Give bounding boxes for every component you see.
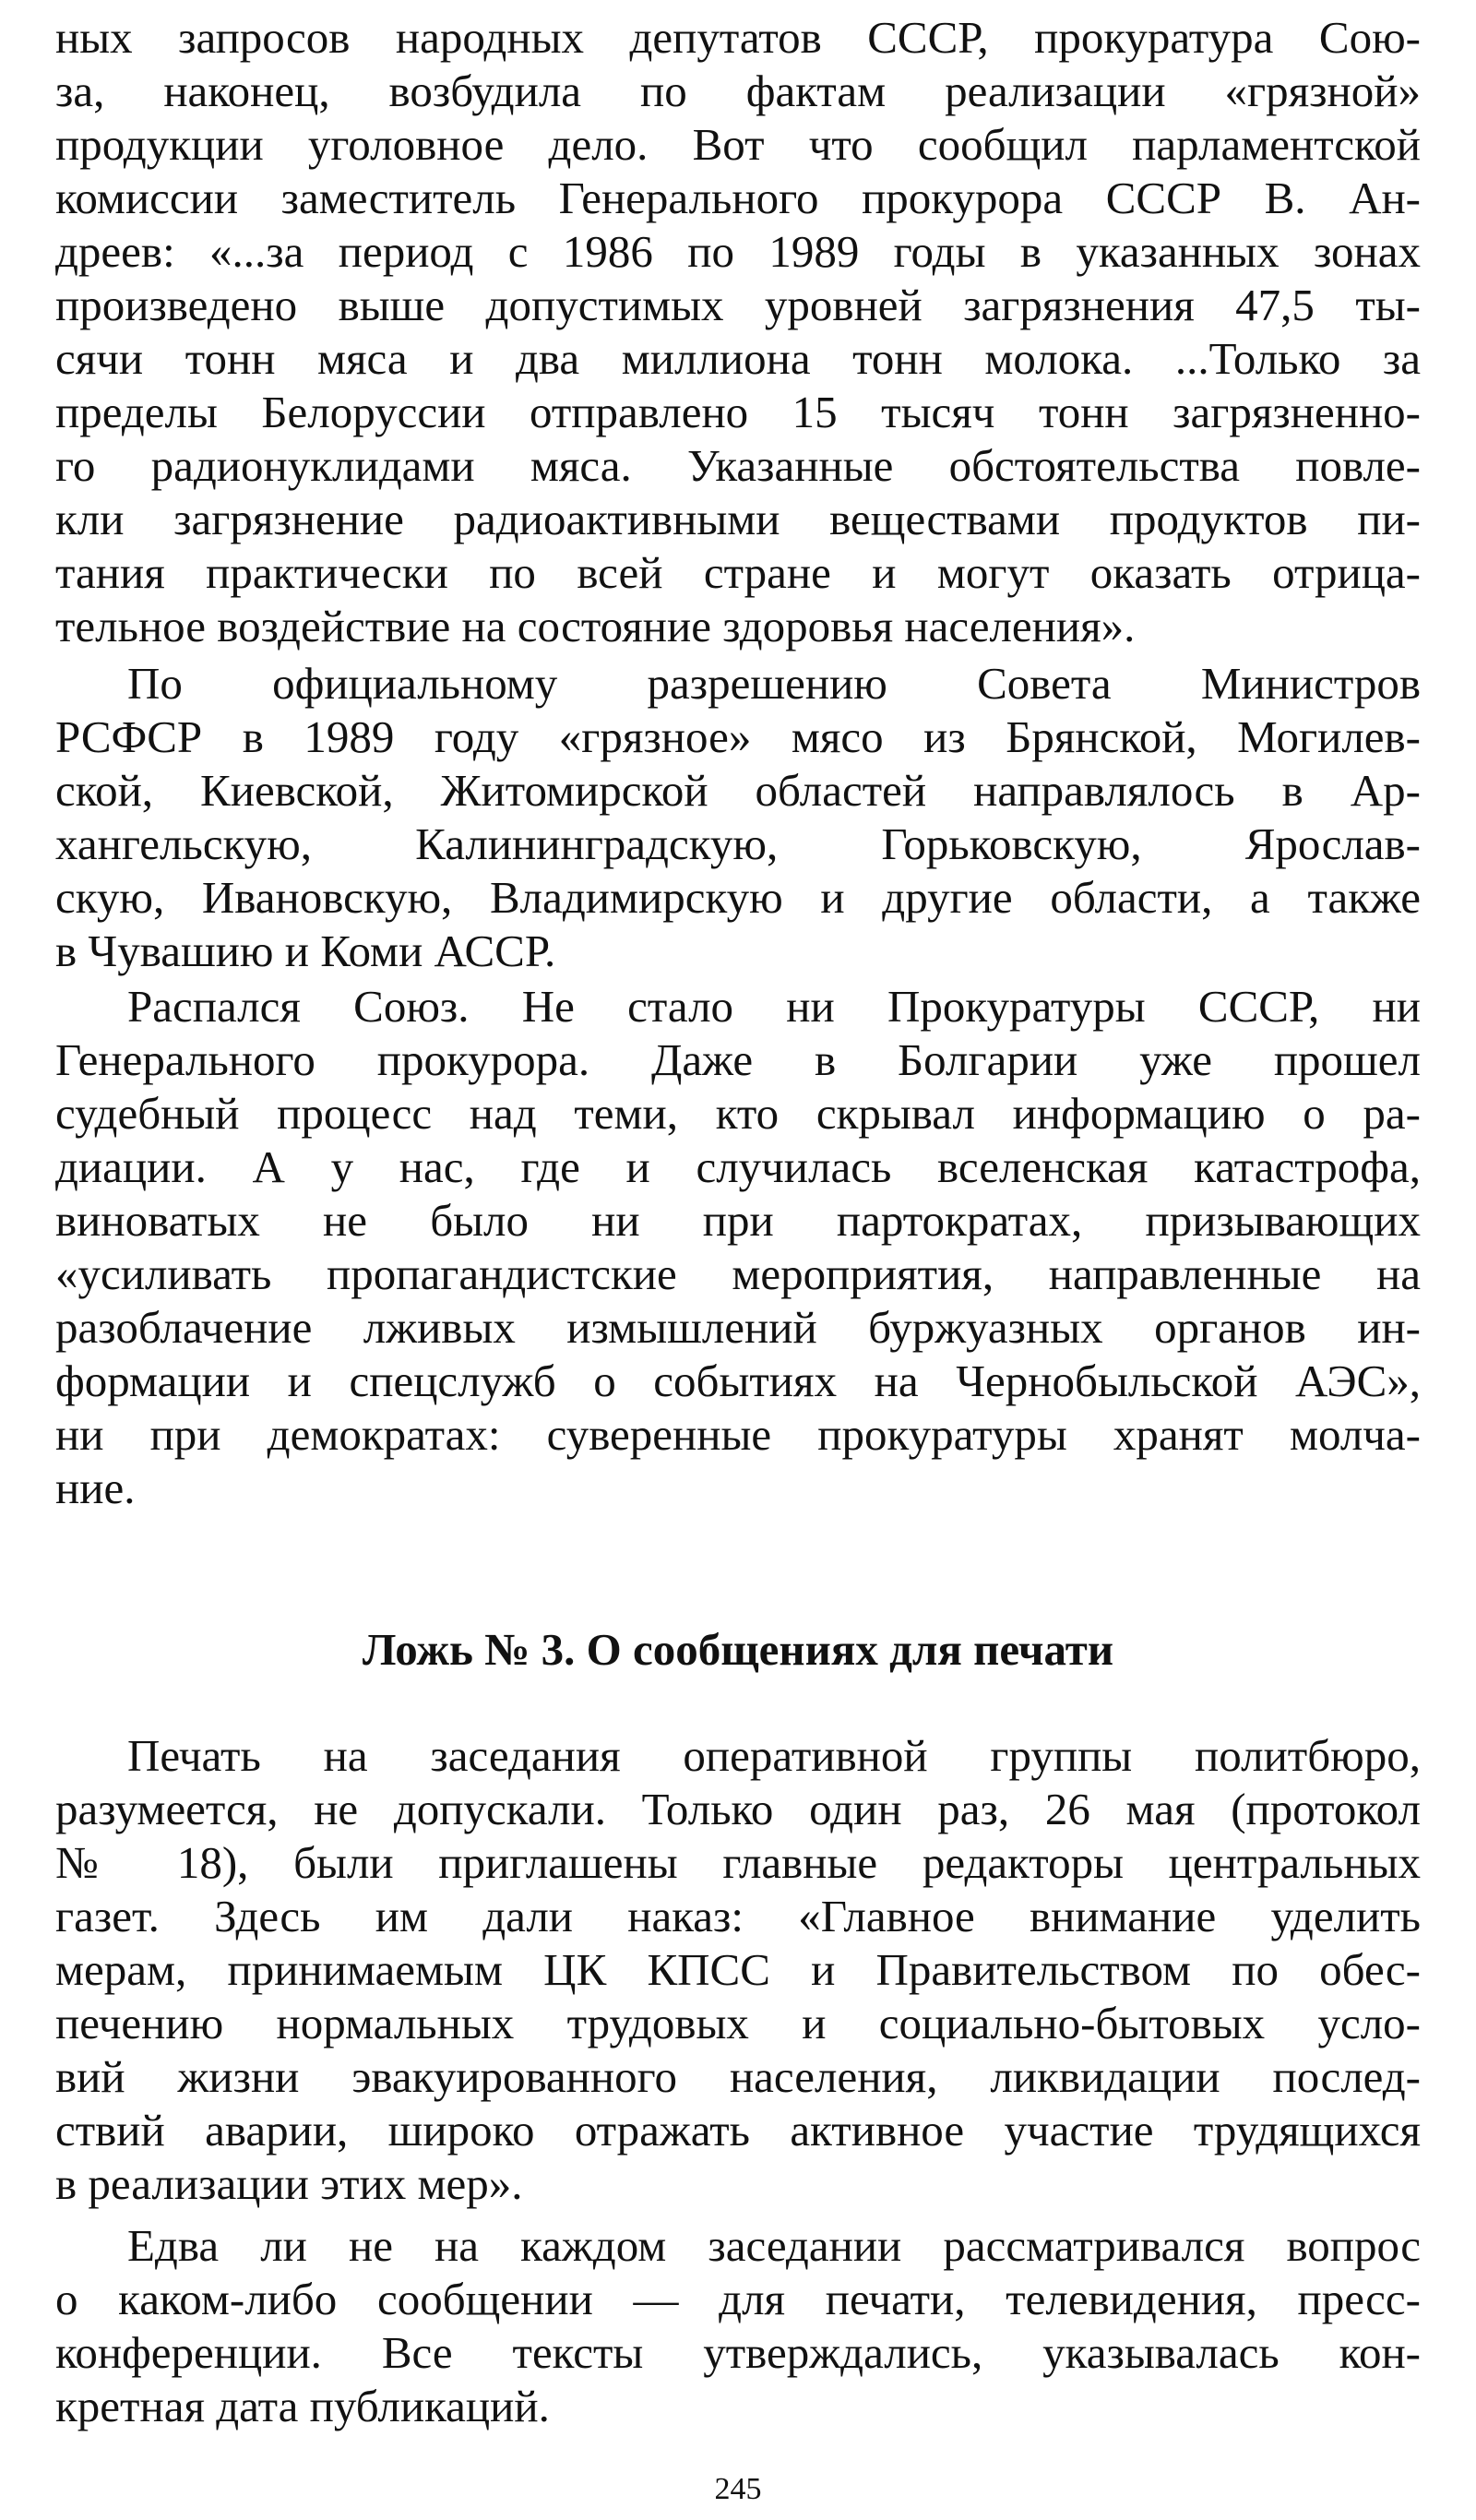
text-line: ской, Киевской, Житомирской областей направлялось в Ар- xyxy=(55,765,1421,816)
text-line: хангельскую, Калининградскую, Горьковскую, Ярослав- xyxy=(55,818,1421,869)
text-line: РСФСР в 1989 году «грязное» мясо из Брянской, Могилев- xyxy=(55,711,1421,762)
text-line: в Чувашию и Коми АССР. xyxy=(55,926,556,976)
text-line: Распался Союз. Не стало ни Прокуратуры СССР, ни xyxy=(127,981,1421,1032)
text-line: за, наконец, возбудила по фактам реализации «грязной» xyxy=(55,66,1421,116)
section-heading: Ложь № 3. О сообщениях для печати xyxy=(362,1624,1114,1675)
text-line: формации и спецслужб о событиях на Чернобыльской АЭС», xyxy=(55,1356,1421,1406)
text-line: газет. Здесь им дали наказ: «Главное внимание уделить xyxy=(55,1891,1421,1941)
text-line: произведено выше допустимых уровней загрязнения 47,5 ты- xyxy=(55,280,1421,330)
text-line: Печать на заседания оперативной группы политбюро, xyxy=(127,1730,1421,1781)
text-line: о каком-либо сообщении — для печати, телевидения, пресс- xyxy=(55,2274,1421,2324)
text-line: сячи тонн мяса и два миллиона тонн молока. ...Только за xyxy=(55,333,1421,384)
text-line: печению нормальных трудовых и социально-бытовых усло- xyxy=(55,1998,1421,2048)
text-line: № 18), были приглашены главные редакторы центральных xyxy=(55,1837,1421,1888)
text-line: го радионуклидами мяса. Указанные обстоятельства повле- xyxy=(55,440,1421,491)
text-line: ных запросов народных депутатов СССР, прокуратура Сою- xyxy=(55,12,1421,63)
text-line: По официальному разрешению Совета Министров xyxy=(127,658,1421,709)
paragraph-council-permission xyxy=(55,657,1421,978)
text-line: Генерального прокурора. Даже в Болгарии уже прошел xyxy=(55,1034,1421,1085)
text-line: пределы Белоруссии отправлено 15 тысяч тонн загрязненно- xyxy=(55,387,1421,437)
text-line: «усиливать пропагандистские мероприятия, направленные на xyxy=(55,1248,1421,1299)
text-line: виноватых не было ни при партократах, призывающих xyxy=(55,1195,1421,1246)
text-line: вий жизни эвакуированного населения, ликвидации послед- xyxy=(55,2051,1421,2102)
text-line: кретная дата публикаций. xyxy=(55,2381,550,2431)
text-line: тельное воздействие на состояние здоровья населения». xyxy=(55,601,1136,651)
text-line: ние. xyxy=(55,1463,136,1513)
paragraph-prosecutor-quote xyxy=(55,11,1421,653)
text-line: комиссии заместитель Генерального прокурора СССР В. Ан- xyxy=(55,173,1421,223)
text-line: тания практически по всей стране и могут оказать отрица- xyxy=(55,547,1421,598)
text-line: скую, Ивановскую, Владимирскую и другие области, а также xyxy=(55,872,1421,923)
paragraph-union-collapse xyxy=(55,980,1421,1515)
text-line: ни при демократах: суверенные прокуратуры хранят молча- xyxy=(55,1409,1421,1460)
text-line: судебный процесс над теми, кто скрывал информацию о ра- xyxy=(55,1088,1421,1139)
text-line: в реализации этих мер». xyxy=(55,2158,523,2209)
text-line: конференции. Все тексты утверждались, указывалась кон- xyxy=(55,2327,1421,2378)
text-line: мерам, принимаемым ЦК КПСС и Правительством по обес- xyxy=(55,1944,1421,1995)
text-line: дреев: «...за период с 1986 по 1989 годы в указанных зонах xyxy=(55,226,1421,277)
paragraph-press-meeting xyxy=(55,1729,1421,2211)
text-line: разумеется, не допускали. Только один раз, 26 мая (протокол xyxy=(55,1784,1421,1834)
text-line: диации. А у нас, где и случилась вселенская катастрофа, xyxy=(55,1141,1421,1192)
text-line: продукции уголовное дело. Вот что сообщил парламентской xyxy=(55,119,1421,170)
text-line: Едва ли не на каждом заседании рассматривался вопрос xyxy=(127,2220,1421,2271)
text-line: разоблачение лживых измышлений буржуазных органов ин- xyxy=(55,1302,1421,1353)
text-line: кли загрязнение радиоактивными веществами продуктов пи- xyxy=(55,494,1421,544)
paragraph-press-releases xyxy=(55,2219,1421,2433)
text-line: ствий аварии, широко отражать активное участие трудящихся xyxy=(55,2105,1421,2156)
page-number: 245 xyxy=(714,2472,762,2506)
